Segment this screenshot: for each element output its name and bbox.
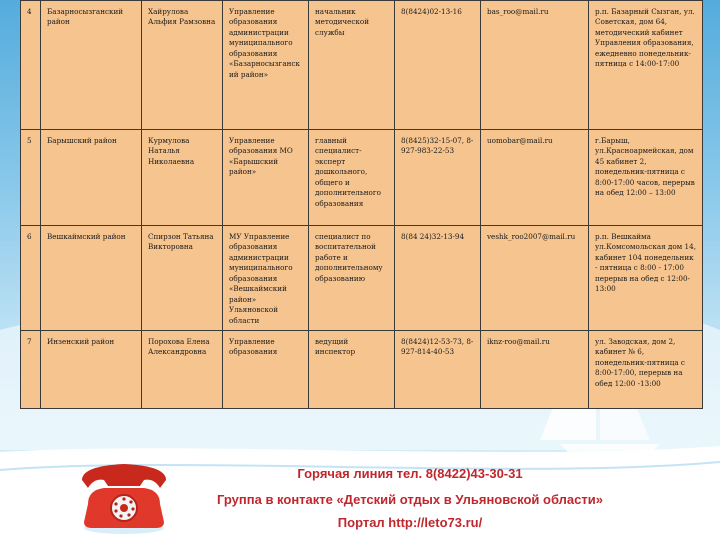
row-number: 6 <box>21 226 41 331</box>
phone-cell: 8(8424)12-53-73, 8-927-814-40-53 <box>395 331 481 409</box>
hotline-text: Горячая линия тел. 8(8422)43-30-31 <box>297 466 523 481</box>
table-row <box>21 331 703 409</box>
email-cell[interactable]: bas_roo@mail.ru <box>481 1 589 130</box>
district-cell: Вешкаймский район <box>41 226 142 331</box>
contacts-table <box>20 0 703 409</box>
address-cell: р.п. Базарный Сызган, ул. Советская, дом 64, методический кабинет Управления образования, ежедневно понедельник-пятница с 14:00-17:00 <box>589 1 703 130</box>
phone-cell: 8(8424)02-13-16 <box>395 1 481 130</box>
phone-cell: 8(8425)32-15-07, 8-927-983-22-53 <box>395 130 481 226</box>
email-cell[interactable]: uomobar@mail.ru <box>481 130 589 226</box>
person-cell: Курмулова Наталья Николаевна <box>142 130 223 226</box>
position-cell: главный специалист-эксперт дошкольного, общего и дополнительного образования <box>309 130 395 226</box>
row-number: 4 <box>21 1 41 130</box>
row-number: 7 <box>21 331 41 409</box>
district-cell: Базарносызганский район <box>41 1 142 130</box>
portal-link[interactable]: Портал http://leto73.ru/ <box>337 515 483 530</box>
email-cell[interactable]: iknz-roo@mail.ru <box>481 331 589 409</box>
row-number: 5 <box>21 130 41 226</box>
district-cell: Барышский район <box>41 130 142 226</box>
district-cell: Инзенский район <box>41 331 142 409</box>
email-cell[interactable]: veshk_roo2007@mail.ru <box>481 226 589 331</box>
address-cell: ул. Заводская, дом 2, кабинет № 6, понедельник-пятница с 8:00-17:00, перерыв на обед 12:00 -13:00 <box>589 331 703 409</box>
person-cell: Порохова Елена Александровна <box>142 331 223 409</box>
position-cell: ведущий инспектор <box>309 331 395 409</box>
phone-cell: 8(84 24)32-13-94 <box>395 226 481 331</box>
organization-cell: Управление образования администрации муниципального образования «Базарносызганский район» <box>223 1 309 130</box>
person-cell: Хайрулова Альфия Рамзовна <box>142 1 223 130</box>
organization-cell: Управление образования <box>223 331 309 409</box>
organization-cell: Управление образования МО «Барышский район» <box>223 130 309 226</box>
address-cell: г.Барыш, ул.Красноармейская, дом 45 кабинет 2, понедельник-пятница с 8:00-17:00 часов, перерыв на обед 12:00 – 13:00 <box>589 130 703 226</box>
table-row <box>21 1 703 130</box>
address-cell: р.п. Вешкайма ул.Комсомольская дом 14, кабинет 104 понедельник - пятница с 8:00 - 17:00 перерыв на обед с 12:00-13:00 <box>589 226 703 331</box>
position-cell: специалист по воспитательной работе и дополнительному образованию <box>309 226 395 331</box>
social-group-text: Группа в контакте «Детский отдых в Ульяновской области» <box>217 492 603 507</box>
person-cell: Спирзон Татьяна Викторовна <box>142 226 223 331</box>
organization-cell: МУ Управление образования администрации муниципального образования «Вешкаймский район» Ульяновской области <box>223 226 309 331</box>
position-cell: начальник методической службы <box>309 1 395 130</box>
table-row <box>21 130 703 226</box>
table-row <box>21 226 703 331</box>
